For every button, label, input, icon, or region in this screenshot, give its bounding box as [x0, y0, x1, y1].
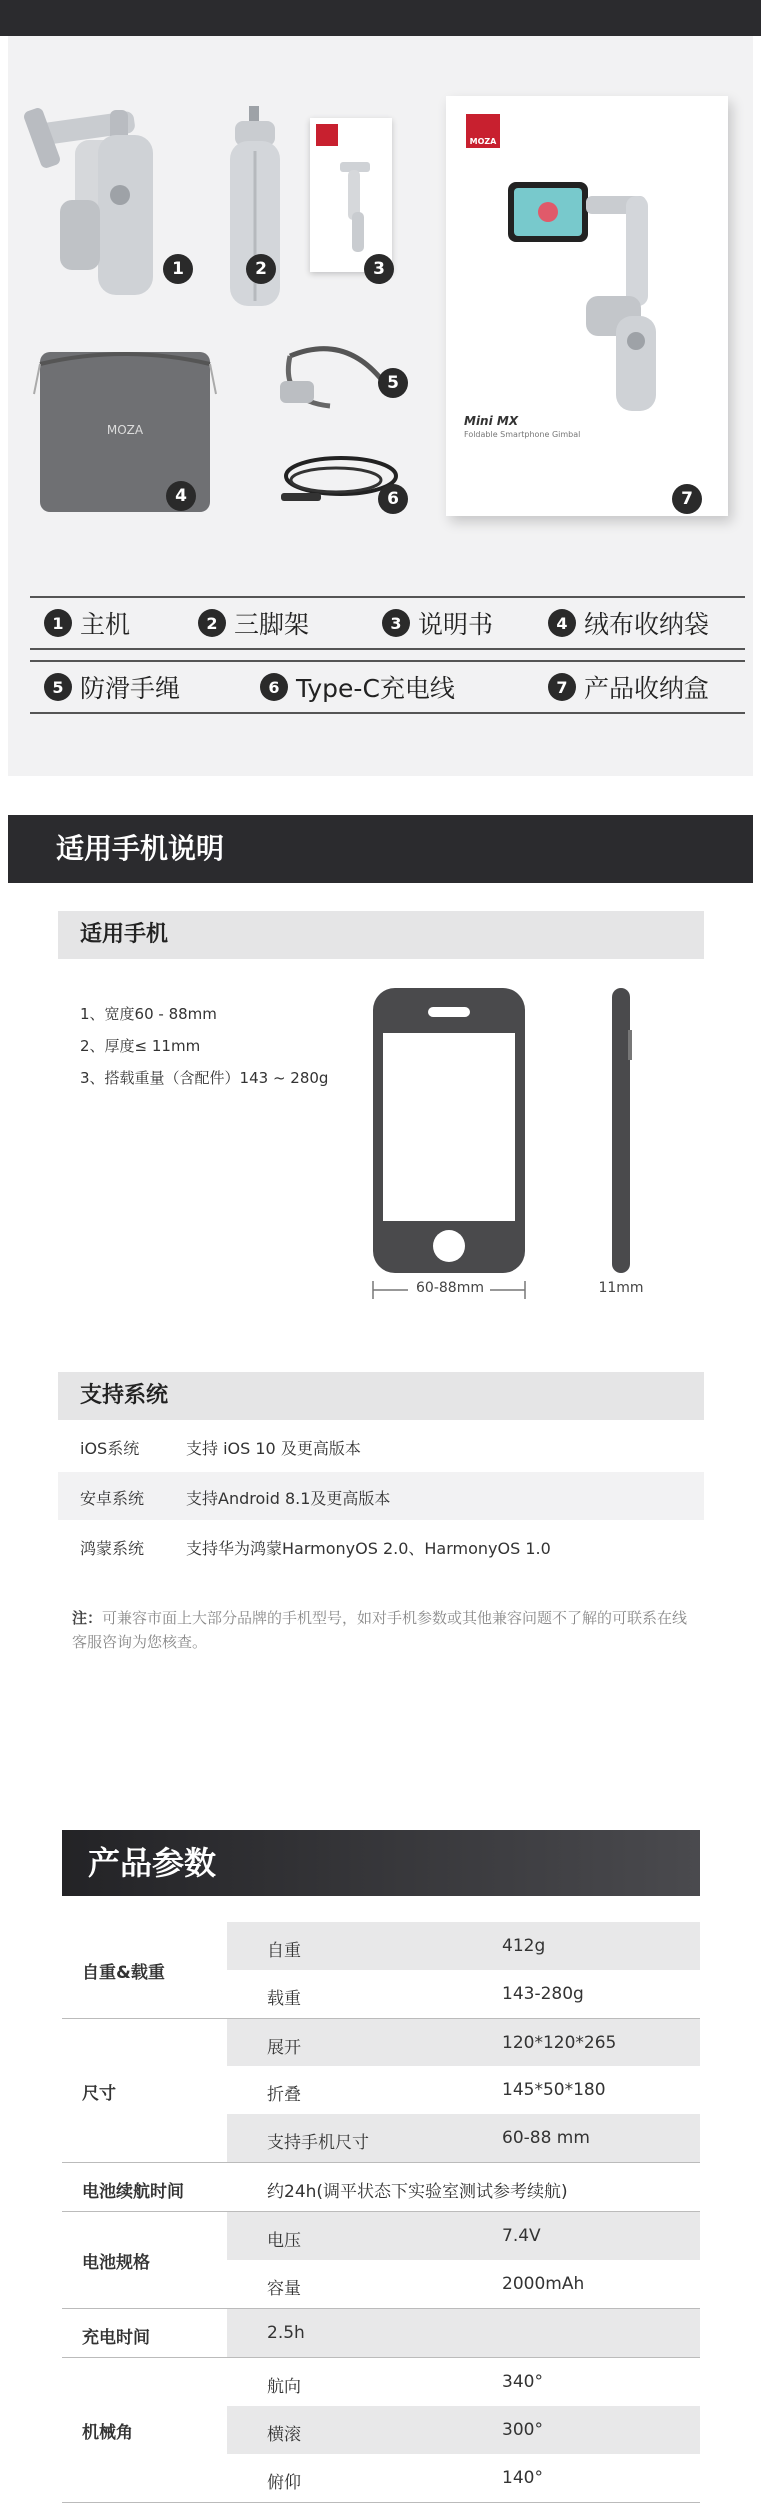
- param-row: 航向 340°: [227, 2358, 700, 2406]
- legend-item-main-unit: 1 主机: [44, 605, 130, 641]
- compat-section-header: 适用手机说明: [8, 815, 753, 883]
- item-number-badge: 1: [163, 254, 193, 284]
- param-group-size: 尺寸 展开 120*120*265 折叠 145*50*180 支持手机尺寸 60-88 mm: [62, 2019, 700, 2162]
- params-section-header: 产品参数: [62, 1830, 700, 1896]
- system-desc: 支持华为鸿蒙HarmonyOS 2.0、HarmonyOS 1.0: [186, 1539, 551, 1558]
- param-row: 折叠 145*50*180: [227, 2066, 700, 2114]
- phone-front-icon: [370, 985, 530, 1315]
- item-number-badge: 4: [166, 481, 196, 511]
- param-group-battery-life: 电池续航时间 约24h(调平状态下实验室测试参考续航): [82, 2182, 568, 2202]
- phone-spec-list: [80, 998, 328, 1094]
- system-row: [58, 1522, 704, 1570]
- legend-item-pouch: 4 绒布收纳袋: [548, 605, 709, 641]
- note-text: 可兼容市面上大部分品牌的手机型号，如对手机参数或其他兼容问题不了解的可联系在线客服咨询为您核查。: [72, 1609, 688, 1651]
- param-group-weight: 自重&载重 自重 412g 载重 143-280g: [62, 1922, 700, 2018]
- param-group-battery-spec: 电池规格 电压 7.4V 容量 2000mAh: [62, 2212, 700, 2308]
- phone-spec-thickness: 2、厚度≤ 11mm: [80, 1037, 201, 1055]
- phone-width-label: 60-88mm: [416, 1280, 484, 1296]
- package-contents-panel: [8, 36, 753, 776]
- gimbal-with-phone-icon: [506, 176, 686, 416]
- param-group-mechanical-angle: 机械角 航向 340° 横滚 300° 俯仰 140°: [62, 2358, 700, 2502]
- legend-item-cable: 6 Type-C充电线: [260, 669, 455, 705]
- param-group-charge-time: 充电时间 2.5h: [62, 2309, 700, 2357]
- box-subtitle: Foldable Smartphone Gimbal: [464, 430, 581, 439]
- param-row: 载重 143-280g: [227, 1970, 700, 2018]
- item-number-badge: 7: [672, 484, 702, 514]
- param-row: 2.5h: [227, 2309, 700, 2357]
- system-section-title: 支持系统: [58, 1372, 704, 1420]
- system-row: [58, 1472, 704, 1520]
- item-number-badge: 3: [364, 254, 394, 284]
- param-row: 电压 7.4V: [227, 2212, 700, 2260]
- system-name: iOS系统: [80, 1439, 140, 1458]
- package-legend-row-2: [30, 660, 745, 714]
- legend-item-box: 7 产品收纳盒: [548, 669, 709, 705]
- system-name: 安卓系统: [80, 1489, 145, 1508]
- phone-thickness-label: 11mm: [598, 1280, 644, 1296]
- param-row: 自重 412g: [227, 1922, 700, 1970]
- moza-logo-icon: MOZA: [466, 114, 500, 148]
- legend-item-tripod: 2 三脚架: [198, 605, 309, 641]
- param-row: 横滚 300°: [227, 2406, 700, 2454]
- system-name: 鸿蒙系统: [80, 1539, 145, 1558]
- item-number-badge: 5: [378, 368, 408, 398]
- item-number-badge: 6: [378, 484, 408, 514]
- note-label: 注：: [72, 1609, 103, 1627]
- package-legend-row-1: [30, 596, 745, 650]
- moza-logo-icon: [316, 124, 338, 146]
- legend-item-manual: 3 说明书: [382, 605, 493, 641]
- manual-illustration: [310, 118, 392, 272]
- system-row: [58, 1422, 704, 1470]
- svg-text:MOZA: MOZA: [106, 423, 144, 437]
- system-desc: 支持Android 8.1及更高版本: [186, 1489, 391, 1508]
- param-row: 俯仰 140°: [227, 2454, 700, 2502]
- param-row: 支持手机尺寸 60-88 mm: [227, 2114, 700, 2162]
- param-row: 展开 120*120*265: [227, 2019, 700, 2066]
- box-product-name: Mini MX: [464, 414, 519, 428]
- legend-item-lanyard: 5 防滑手绳: [44, 669, 180, 705]
- phone-section-title: 适用手机: [58, 911, 704, 959]
- phone-spec-load: 3、搭载重量（含配件）143 ~ 280g: [80, 1069, 329, 1087]
- item-number-badge: 2: [246, 254, 276, 284]
- phone-spec-width: 1、宽度60 - 88mm: [80, 1005, 217, 1023]
- system-desc: 支持 iOS 10 及更高版本: [186, 1439, 361, 1458]
- phone-side-icon: [600, 985, 645, 1285]
- product-box-illustration: [446, 96, 728, 516]
- param-row: 容量 2000mAh: [227, 2260, 700, 2308]
- compat-note: [72, 1606, 702, 1654]
- params-table: [62, 1922, 700, 2503]
- top-banner-strip: [0, 0, 761, 36]
